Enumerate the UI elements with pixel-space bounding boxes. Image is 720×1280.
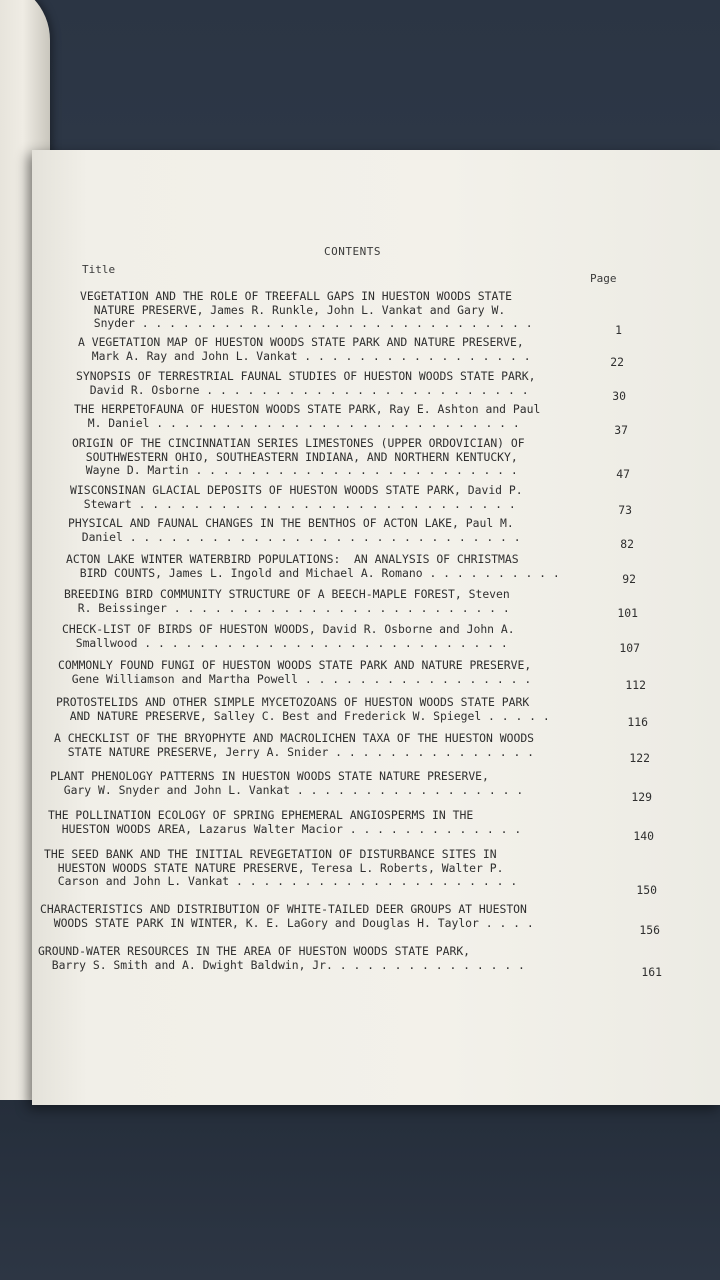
contents-entry: [72, 437, 632, 478]
contents-entry: [64, 588, 624, 615]
entry-page-number: 82: [620, 537, 634, 551]
entry-line: SOUTHWESTERN OHIO, SOUTHEASTERN INDIANA, AND NORTHERN KENTUCKY,: [72, 449, 518, 464]
document-page: [32, 150, 720, 1105]
contents-entry: [70, 484, 630, 511]
entry-line: Barry S. Smith and A. Dwight Baldwin, Jr. . . . . . . . . . . . . . .: [38, 957, 525, 972]
entry-line: David R. Osborne . . . . . . . . . . . . . . . . . . . . . . . .: [76, 382, 529, 397]
entry-page-number: 116: [627, 715, 648, 729]
entry-line: ACTON LAKE WINTER WATERBIRD POPULATIONS: AN ANALYSIS OF CHRISTMAS: [66, 552, 519, 566]
entry-page-number: 73: [618, 503, 632, 517]
entry-line: VEGETATION AND THE ROLE OF TREEFALL GAPS IN HUESTON WOODS STATE: [80, 289, 513, 303]
entry-page-number: 122: [629, 751, 650, 765]
entry-line: THE POLLINATION ECOLOGY OF SPRING EPHEMERAL ANGIOSPERMS IN THE: [48, 808, 474, 822]
entry-line: BIRD COUNTS, James L. Ingold and Michael A. Romano . . . . . . . . . .: [66, 565, 560, 580]
entry-line: NATURE PRESERVE, James R. Runkle, John L. Vankat and Gary W.: [80, 302, 506, 317]
entry-line: CHARACTERISTICS AND DISTRIBUTION OF WHITE-TAILED DEER GROUPS AT HUESTON: [40, 902, 527, 916]
contents-entry: [54, 732, 614, 759]
entry-page-number: 37: [614, 423, 628, 437]
contents-entry: [68, 517, 628, 544]
contents-entry: [40, 903, 600, 930]
entry-line: WOODS STATE PARK IN WINTER, K. E. LaGory and Douglas H. Taylor . . . .: [40, 915, 534, 930]
title-column-header: Title: [82, 263, 116, 276]
contents-entry: [66, 553, 626, 580]
entry-line: Stewart . . . . . . . . . . . . . . . . . . . . . . . . . . . .: [70, 496, 516, 511]
entry-line: STATE NATURE PRESERVE, Jerry A. Snider . . . . . . . . . . . . . . .: [54, 744, 535, 759]
entry-line: PLANT PHENOLOGY PATTERNS IN HUESTON WOODS STATE NATURE PRESERVE,: [50, 769, 489, 783]
entry-line: Daniel . . . . . . . . . . . . . . . . . . . . . . . . . . . . .: [68, 529, 521, 544]
entry-line: Gene Williamson and Martha Powell . . . . . . . . . . . . . . . . .: [58, 671, 532, 686]
entry-line: R. Beissinger . . . . . . . . . . . . . . . . . . . . . . . . .: [64, 600, 510, 615]
entry-line: COMMONLY FOUND FUNGI OF HUESTON WOODS STATE PARK AND NATURE PRESERVE,: [58, 658, 532, 672]
entry-line: PHYSICAL AND FAUNAL CHANGES IN THE BENTHOS OF ACTON LAKE, Paul M.: [68, 516, 514, 530]
entry-line: HUESTON WOODS STATE NATURE PRESERVE, Teresa L. Roberts, Walter P.: [44, 860, 504, 875]
entry-line: AND NATURE PRESERVE, Salley C. Best and Frederick W. Spiegel . . . . .: [56, 708, 550, 723]
contents-heading: CONTENTS: [324, 245, 381, 258]
entry-page-number: 1: [615, 323, 622, 337]
entry-line: BREEDING BIRD COMMUNITY STRUCTURE OF A BEECH-MAPLE FOREST, Steven: [64, 587, 510, 601]
entry-page-number: 107: [619, 641, 640, 655]
entry-page-number: 22: [610, 355, 624, 369]
entry-line: THE HERPETOFAUNA OF HUESTON WOODS STATE PARK, Ray E. Ashton and Paul: [74, 402, 541, 416]
entry-page-number: 150: [636, 883, 657, 897]
entry-line: WISCONSINAN GLACIAL DEPOSITS OF HUESTON WOODS STATE PARK, David P.: [70, 483, 523, 497]
entry-line: Mark A. Ray and John L. Vankat . . . . . . . . . . . . . . . . .: [78, 348, 531, 363]
entry-page-number: 30: [612, 389, 626, 403]
entry-page-number: 161: [641, 965, 662, 979]
entry-line: M. Daniel . . . . . . . . . . . . . . . . . . . . . . . . . . .: [74, 415, 520, 430]
contents-page: [32, 150, 720, 1105]
entry-page-number: 47: [616, 467, 630, 481]
entry-line: Wayne D. Martin . . . . . . . . . . . . . . . . . . . . . . . .: [72, 463, 518, 477]
contents-entry: [58, 659, 618, 686]
contents-entry: [74, 403, 634, 430]
entry-page-number: 101: [617, 606, 638, 620]
entry-line: HUESTON WOODS AREA, Lazarus Walter Macior . . . . . . . . . . . . .: [48, 821, 522, 836]
contents-entry: [76, 370, 636, 397]
contents-entry: [80, 290, 640, 331]
entry-page-number: 129: [631, 790, 652, 804]
table-surface: [0, 1100, 720, 1280]
contents-entry: [62, 623, 622, 650]
contents-entry: [78, 336, 638, 363]
entry-line: A VEGETATION MAP OF HUESTON WOODS STATE PARK AND NATURE PRESERVE,: [78, 335, 524, 349]
entry-line: A CHECKLIST OF THE BRYOPHYTE AND MACROLICHEN TAXA OF THE HUESTON WOODS: [54, 731, 535, 745]
entry-line: SYNOPSIS OF TERRESTRIAL FAUNAL STUDIES OF HUESTON WOODS STATE PARK,: [76, 369, 536, 383]
entry-line: Gary W. Snyder and John L. Vankat . . . . . . . . . . . . . . . . .: [50, 782, 524, 797]
page-column-header: Page: [590, 272, 617, 285]
entry-page-number: 92: [622, 572, 636, 586]
entry-line: Smallwood . . . . . . . . . . . . . . . . . . . . . . . . . . .: [62, 635, 508, 650]
contents-entry: [38, 945, 598, 972]
entry-line: Carson and John L. Vankat . . . . . . . . . . . . . . . . . . . . .: [44, 874, 518, 888]
entry-line: THE SEED BANK AND THE INITIAL REVEGETATION OF DISTURBANCE SITES IN: [44, 847, 497, 861]
entry-page-number: 140: [633, 829, 654, 843]
entry-page-number: 112: [625, 678, 646, 692]
entry-page-number: 156: [639, 923, 660, 937]
entry-line: Snyder . . . . . . . . . . . . . . . . . . . . . . . . . . . . .: [80, 316, 533, 330]
entry-line: PROTOSTELIDS AND OTHER SIMPLE MYCETOZOANS OF HUESTON WOODS STATE PARK: [56, 695, 530, 709]
entry-line: CHECK-LIST OF BIRDS OF HUESTON WOODS, David R. Osborne and John A.: [62, 622, 515, 636]
entry-line: GROUND-WATER RESOURCES IN THE AREA OF HUESTON WOODS STATE PARK,: [38, 944, 471, 958]
contents-entry: [50, 770, 610, 797]
contents-entry: [48, 809, 608, 836]
contents-entry: [56, 696, 616, 723]
contents-entry: [44, 848, 604, 889]
entry-line: ORIGIN OF THE CINCINNATIAN SERIES LIMESTONES (UPPER ORDOVICIAN) OF: [72, 436, 525, 450]
